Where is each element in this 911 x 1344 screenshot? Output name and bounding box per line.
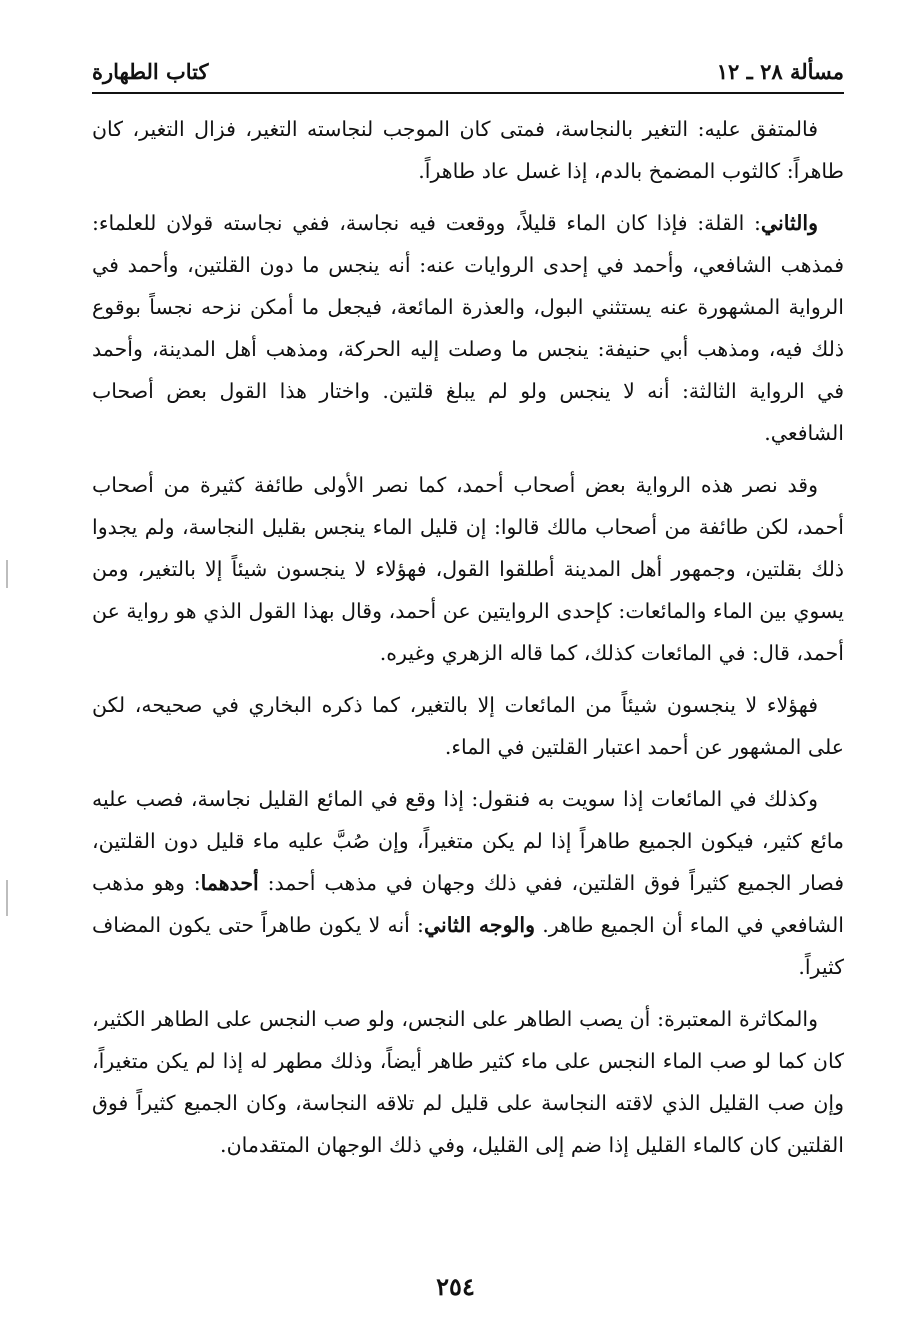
paragraph-lead: والثاني <box>760 211 818 235</box>
issue-label: مسألة ٢٨ ـ ١٢ <box>716 59 844 84</box>
paragraph-text: وكذلك في المائعات إذا سويت به فنقول: إذا وقع في المائع القليل نجاسة، فصب عليه مائع كثير، فيكون الجميع طاهراً إذا لم يكن متغيراً، وإن صُبَّ عليه ماء قليل دون القلتين، فصار الجميع كثيراً فوق القلتين، ففي ذلك وجهان في مذهب أحمد: <box>92 787 845 895</box>
paragraph-text: : القلة: فإذا كان الماء قليلاً، ووقعت فيه نجاسة، ففي نجاسته قولان للعلماء: فمذهب الشافعي، وأحمد في إحدى الروايات عنه: أنه ينجس ما دون القلتين، وأحمد في الرواية المشهورة عنه يستثني البول، والعذرة المائعة، فيجعل ما أمكن نزحه نجساً بوقوع ذلك فيه، ومذهب أبي حنيفة: ينجس ما وصلت إليه الحركة، ومذهب أهل المدينة، وأحمد في الرواية الثالثة: أنه لا ينجس ولو لم يبلغ قلتين. واختار هذا القول بعض أصحاب الشافعي. <box>92 211 844 445</box>
paragraph-6 <box>92 998 844 1166</box>
paragraph-5 <box>92 778 844 988</box>
header-divider <box>92 92 844 94</box>
paragraph-2 <box>92 202 844 454</box>
paragraph-text: : وهو مذهب الشافعي في الماء أن الجميع طاهر. <box>92 871 844 937</box>
paragraph-text: فهؤلاء لا ينجسون شيئاً من المائعات إلا بالتغير، كما ذكره البخاري في صحيحه، لكن على المشهور عن أحمد اعتبار القلتين في الماء. <box>92 693 844 759</box>
body-text <box>92 108 844 1176</box>
paragraph-lead: أحدهما <box>200 871 259 895</box>
paragraph-text: والمكاثرة المعتبرة: أن يصب الطاهر على النجس، ولو صب النجس على الطاهر الكثير، كان كما لو صب الماء النجس على ماء كثير طاهر أيضاً، وذلك مطهر له إذا لم يكن متغيراً، وإن صب القليل الذي لاقته النجاسة على قليل لم تلاقه النجاسة، وكان الجميع كثيراً فوق القلتين كان كالماء القليل إذا ضم إلى القليل، وفي ذلك الوجهان المتقدمان. <box>92 1007 844 1157</box>
book-title: كتاب الطهارة <box>92 59 209 84</box>
paragraph-1 <box>92 108 844 192</box>
scan-edge-mark <box>6 560 8 588</box>
paragraph-text: فالمتفق عليه: التغير بالنجاسة، فمتى كان الموجب لنجاسته التغير، فزال التغير، كان طاهراً: كالثوب المضمخ بالدم، إذا غسل عاد طاهراً. <box>92 117 844 183</box>
paragraph-text: : أنه لا يكون طاهراً حتى يكون المضاف كثيراً. <box>92 913 844 979</box>
paragraph-lead: والوجه الثاني <box>423 913 536 937</box>
scan-edge-mark <box>6 880 8 916</box>
page-number: ٢٥٤ <box>436 1272 475 1301</box>
paragraph-3 <box>92 464 844 674</box>
paragraph-text: وقد نصر هذه الرواية بعض أصحاب أحمد، كما نصر الأولى طائفة كثيرة من أصحاب أحمد، لكن طائفة من أصحاب مالك قالوا: إن قليل الماء ينجس بقليل النجاسة، ولم يجدوا ذلك بقلتين، وجمهور أهل المدينة أطلقوا القول، فهؤلاء لا ينجسون شيئاً إلا بالتغير، ومن يسوي بين الماء والمائعات: كإحدى الروايتين عن أحمد، وقال بهذا القول الذي هو رواية عن أحمد، قال: في المائعات كذلك، كما قاله الزهري وغيره. <box>92 473 844 665</box>
paragraph-4 <box>92 684 844 768</box>
running-header <box>92 44 844 84</box>
